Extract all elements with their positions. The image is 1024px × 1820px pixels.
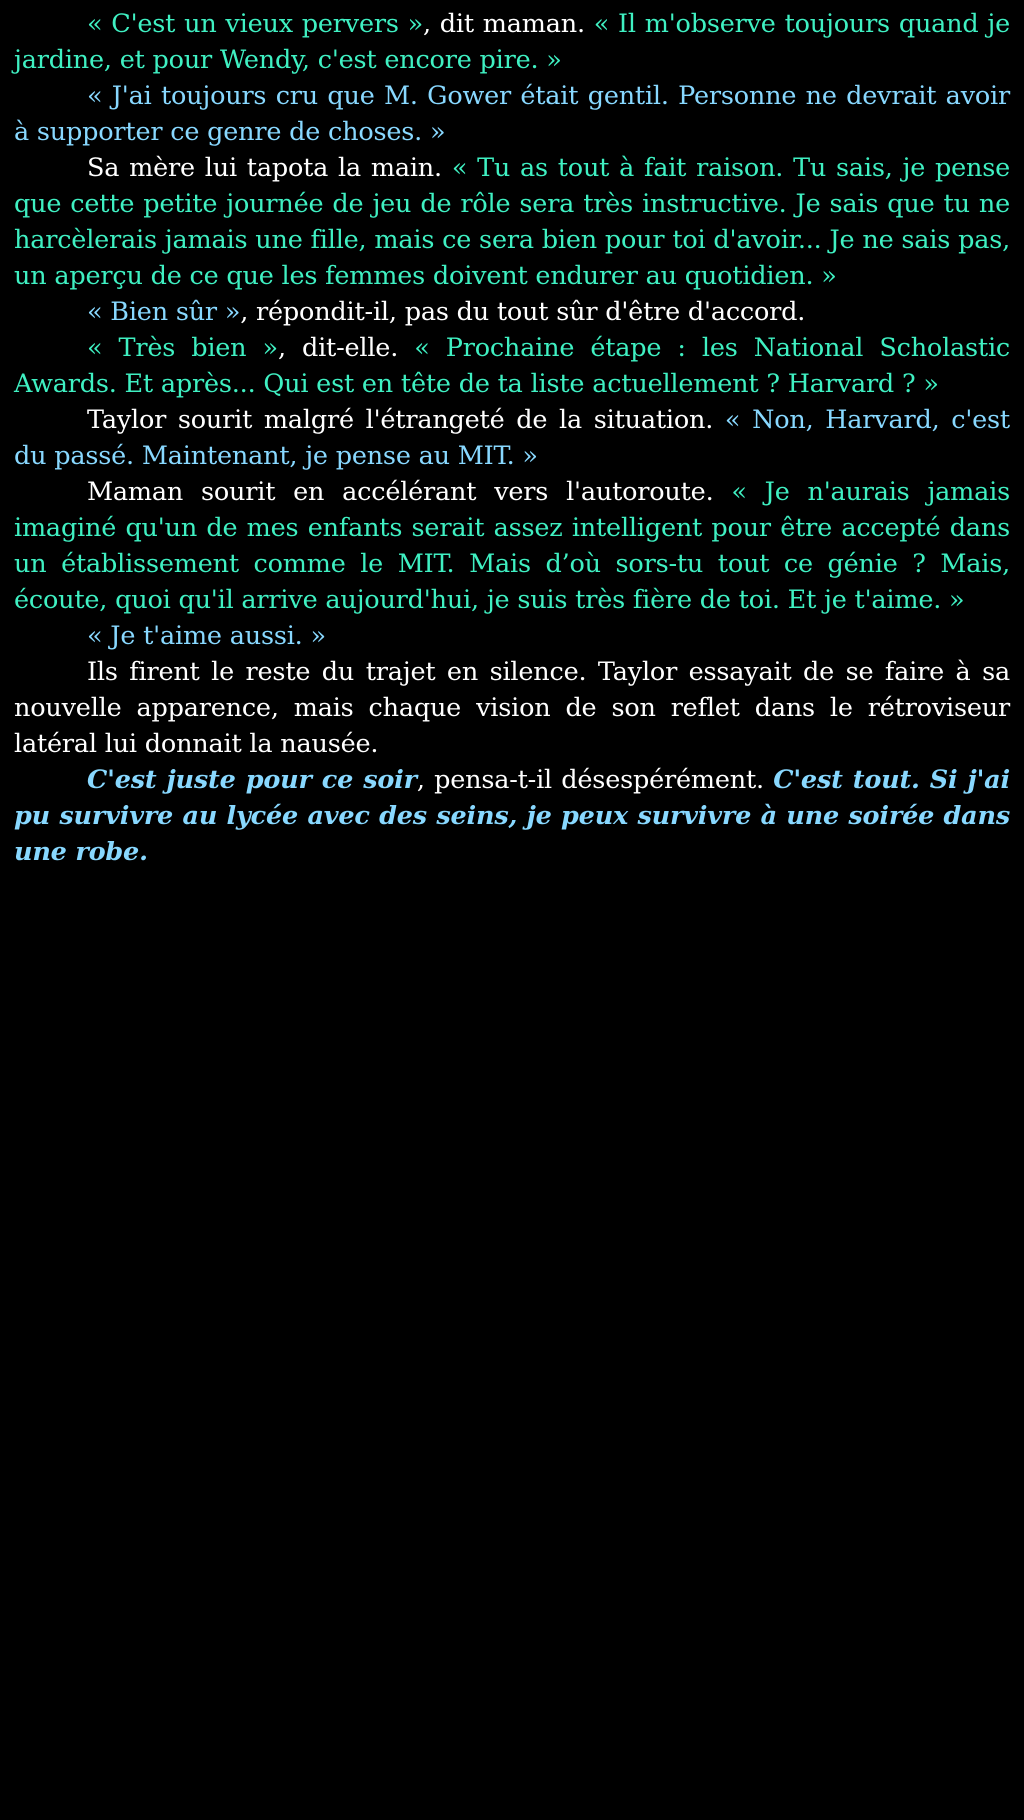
narration: Taylor sourit malgré l'étrangeté de la situation. — [87, 405, 725, 435]
taylor-thought: C'est juste pour ce soir — [87, 765, 417, 795]
paragraph-4 — [14, 294, 1010, 330]
taylor-dialogue: « Je t'aime aussi. » — [87, 621, 326, 651]
narration: , dit-elle. — [277, 333, 415, 363]
mother-dialogue: « Très bien » — [87, 333, 278, 363]
paragraph-7 — [14, 474, 1010, 618]
paragraph-9 — [14, 654, 1010, 762]
taylor-dialogue: « Non, Harvard, c'est du passé. Maintenant, je pense au MIT. » — [14, 405, 1010, 471]
paragraph-2 — [14, 78, 1010, 150]
narration: Maman sourit en accélérant vers l'autoroute. — [87, 477, 732, 507]
narration: Ils firent le reste du trajet en silence. Taylor essayait de se faire à sa nouvelle apparence, mais chaque vision de son reflet dans le rétroviseur latéral lui donnait la nausée. — [14, 657, 1010, 759]
taylor-thought: C'est tout. Si j'ai pu survivre au lycée avec des seins, je peux survivre à une soirée dans une robe. — [14, 765, 1010, 867]
paragraph-5 — [14, 330, 1010, 402]
narration: Sa mère lui tapota la main. — [87, 153, 452, 183]
narration: , dit maman. — [423, 9, 594, 39]
paragraph-10 — [14, 762, 1010, 870]
paragraph-3 — [14, 150, 1010, 294]
narration: , répondit-il, pas du tout sûr d'être d'accord. — [240, 297, 806, 327]
mother-dialogue: « Je n'aurais jamais imaginé qu'un de mes enfants serait assez intelligent pour être accepté dans un établissement comme le MIT. Mais d’où sors-tu tout ce génie ? Mais, écoute, quoi qu'il arrive aujourd'hui, je suis très fière de toi. Et je t'aime. » — [14, 477, 1010, 615]
paragraph-1 — [14, 6, 1010, 78]
mother-dialogue: « C'est un vieux pervers » — [87, 9, 424, 39]
taylor-dialogue: « J'ai toujours cru que M. Gower était gentil. Personne ne devrait avoir à supporter ce genre de choses. » — [14, 81, 1010, 147]
taylor-dialogue: « Bien sûr » — [87, 297, 241, 327]
narration: , pensa-t-il désespérément. — [416, 765, 774, 795]
paragraph-6 — [14, 402, 1010, 474]
mother-dialogue: « Prochaine étape : les National Scholastic Awards. Et après... Qui est en tête de ta liste actuellement ? Harvard ? » — [14, 333, 1011, 399]
mother-dialogue: « Tu as tout à fait raison. Tu sais, je pense que cette petite journée de jeu de rôle sera très instructive. Je sais que tu ne harcèlerais jamais une fille, mais ce sera bien pour toi d'avoir... Je ne sais pas, un aperçu de ce que les femmes doivent endurer au quotidien. » — [14, 153, 1010, 291]
mother-dialogue: « Il m'observe toujours quand je jardine, et pour Wendy, c'est encore pire. » — [14, 9, 1010, 75]
paragraph-8 — [14, 618, 1010, 654]
